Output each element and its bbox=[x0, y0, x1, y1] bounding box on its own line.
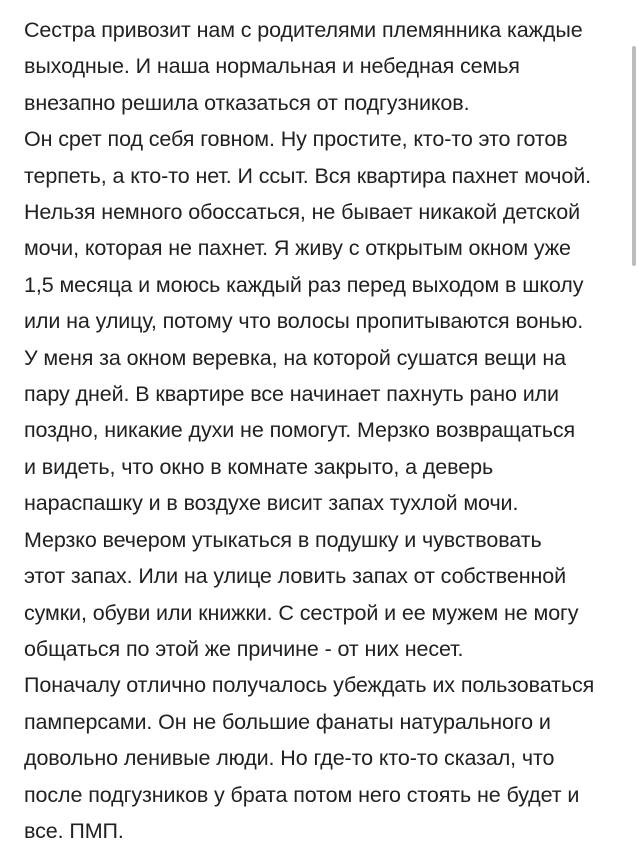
text-line: и видеть, что окно в комнате закрыто, а деверь bbox=[24, 454, 494, 479]
text-line: внезапно решила отказаться от подгузников. bbox=[24, 90, 470, 115]
text-line: довольно ленивые люди. Но где-то кто-то сказал, что bbox=[24, 746, 555, 771]
text-line: сумки, обуви или книжки. С сестрой и ее мужем не могу bbox=[24, 600, 579, 625]
text-line: терпеть, а кто-то нет. И ссыт. Вся квартира пахнет мочой. bbox=[24, 163, 592, 188]
text-line: памперсами. Он не большие фанаты натурального и bbox=[24, 709, 551, 734]
text-line: после подгузников у брата потом него стоять не будет и bbox=[24, 782, 580, 807]
text-line: выходные. И наша нормальная и небедная семья bbox=[24, 54, 520, 79]
text-line: мочи, которая не пахнет. Я живу с открытым окном уже bbox=[24, 236, 571, 261]
text-line: У меня за окном веревка, на которой сушатся вещи на bbox=[24, 345, 566, 370]
text-line: 1,5 месяца и моюсь каждый раз перед выходом в школу bbox=[24, 272, 584, 297]
text-line: нараспашку и в воздухе висит запах тухлой мочи. bbox=[24, 491, 519, 516]
text-line: пару дней. В квартире все начинает пахнуть рано или bbox=[24, 382, 559, 407]
text-line: или на улицу, потому что волосы пропитываются вонью. bbox=[24, 309, 584, 334]
text-line: Мерзко вечером утыкаться в подушку и чувствовать bbox=[24, 527, 542, 552]
article-text bbox=[24, 12, 620, 849]
text-line: Поначалу отлично получалось убеждать их пользоваться bbox=[24, 673, 595, 698]
text-line: все. ПМП. bbox=[24, 818, 124, 843]
text-line: Он срет под себя говном. Ну простите, кто-то это готов bbox=[24, 127, 568, 152]
text-line: этот запах. Или на улице ловить запах от собственной bbox=[24, 564, 567, 589]
text-line: общаться по этой же причине - от них несет. bbox=[24, 636, 464, 661]
text-line: поздно, никакие духи не помогут. Мерзко возвращаться bbox=[24, 418, 576, 443]
text-line: Сестра привозит нам с родителями племянника каждые bbox=[24, 18, 583, 42]
scrollbar[interactable] bbox=[632, 46, 636, 266]
text-line: Нельзя немного обоссаться, не бывает никакой детской bbox=[24, 200, 580, 225]
